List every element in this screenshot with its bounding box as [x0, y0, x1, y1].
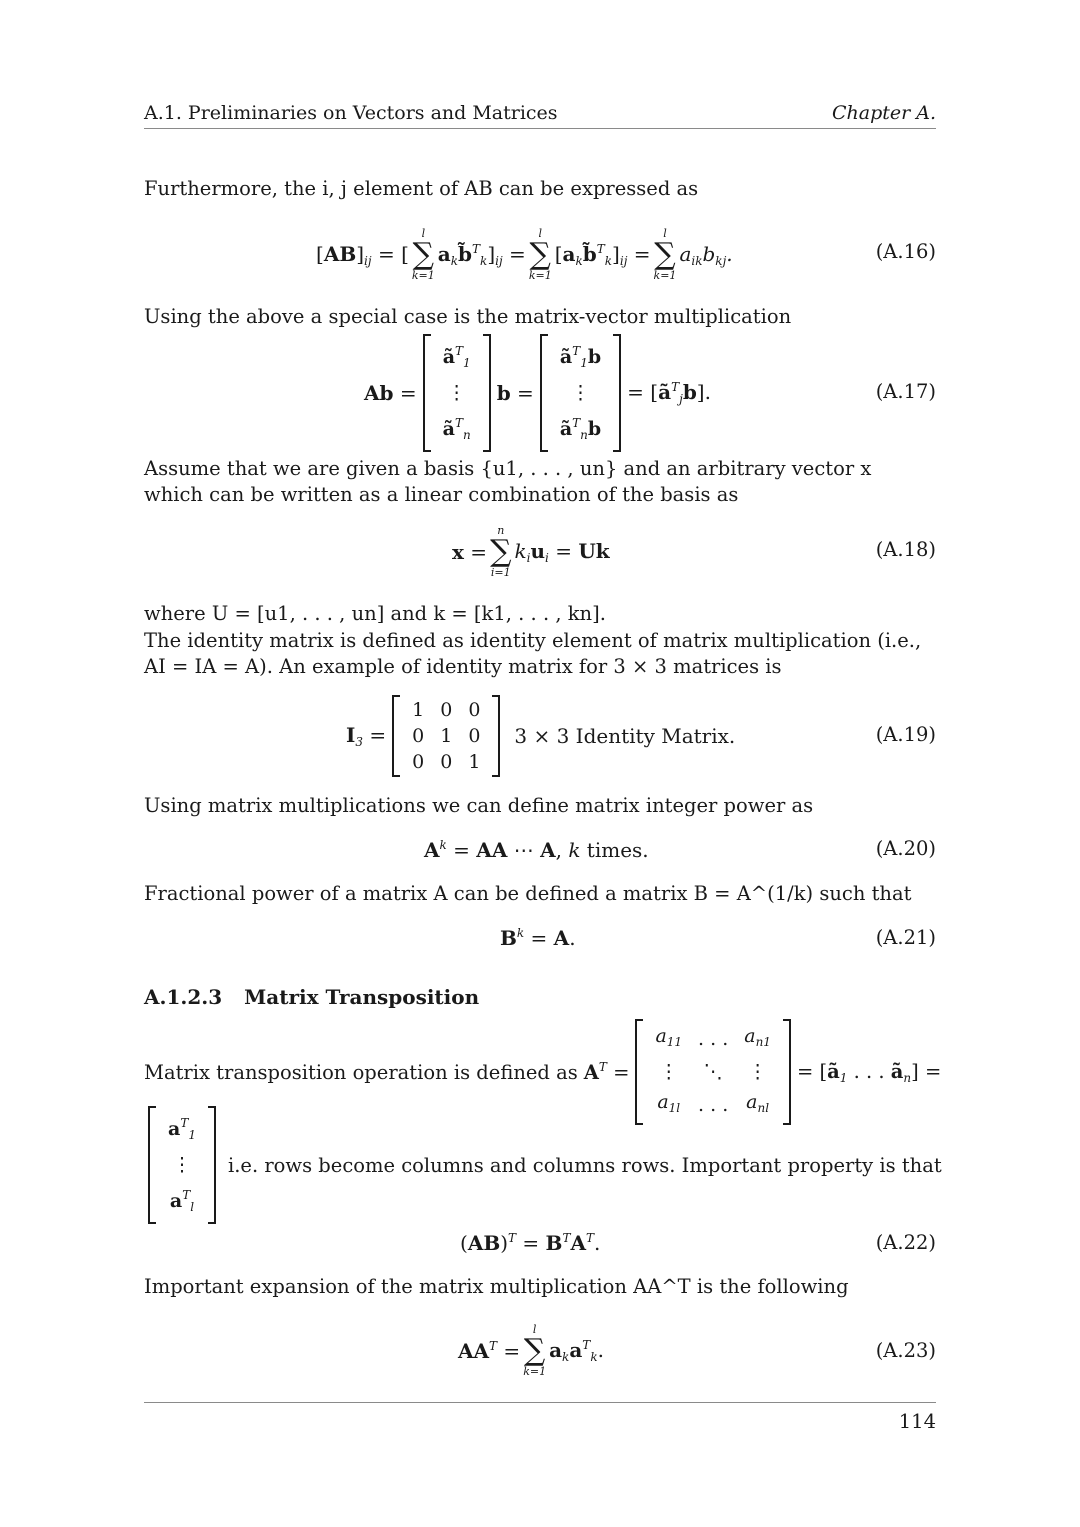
matrix-cell: 0	[468, 725, 481, 747]
paragraph-3	[144, 456, 936, 508]
matrix-cell: 0	[468, 699, 481, 721]
page-number: 114	[898, 1410, 936, 1433]
sum-operator: l ∑ k=1	[523, 1323, 547, 1378]
equation-a21: $B^k = A$.	[500, 926, 576, 950]
equation-number-a23: (A.23)	[875, 1339, 936, 1362]
equation-a20: $A^k$ = AA ⋯ A, k times.	[424, 838, 649, 862]
footer-rule	[144, 1402, 936, 1403]
header-rule	[144, 128, 936, 129]
sum-operator: l ∑ k=1	[411, 227, 435, 282]
equation-a23: $AA^T$ = l ∑ k=1 $a_ka^T_k$.	[458, 1323, 604, 1378]
matrix-cell: 0	[412, 725, 425, 747]
matrix-rows: $ã^T_1$ ⋮ $ã^T_n$	[423, 334, 491, 452]
paragraph-6	[144, 793, 936, 819]
equation-number-a21: (A.21)	[875, 926, 936, 949]
paragraph-text: Fractional power of a matrix A can be defined a matrix B = A^(1/k) such that	[144, 882, 912, 905]
section-heading	[144, 985, 479, 1009]
paragraph-text: The identity matrix is defined as identity element of matrix multiplication (i.e., AI = IA = A). An example of identity matrix for 3 × 3 matrices is	[144, 629, 922, 678]
paragraph-7	[144, 881, 936, 907]
paragraph-text: Important expansion of the matrix multiplication AA^T is the following	[144, 1275, 849, 1298]
transposition-continued	[144, 1118, 942, 1212]
equation-a18: x = n ∑ i=1 $k_iu_i = Uk$	[452, 524, 610, 579]
section-title: Matrix Transposition	[244, 985, 480, 1009]
matrix-products: $ã^T_1b$ ⋮ $ã^T_nb$	[540, 334, 621, 452]
paragraph-text: Assume that we are given a basis {u1, . . . , un} and an arbitrary vector x which can be written as a linear combination of the basis as	[144, 457, 872, 506]
equation-a16: $[AB]_{ij}$ = [ l ∑ k=1 $a_kb̃^T_k]_{ij}$ = l ∑ k=1 $[a_kb̃^T_k]_{ij}$ = l ∑ k=1 $a_{ik}b_{kj}$.	[316, 227, 733, 282]
equation-number-a18: (A.18)	[875, 538, 936, 561]
equation-a17: Ab = $ã^T_1$ ⋮ $ã^T_n$ b = $ã^T_1b$ ⋮ $ã^T_nb$ = $[ã^T_jb]$.	[364, 346, 711, 440]
matrix-cell: 1	[468, 751, 481, 773]
paragraph-9	[144, 1274, 936, 1300]
sum-operator: n ∑ i=1	[490, 524, 512, 579]
transpose-matrix: $a_{11}$ . . . $a_{n1}$ ⋮ ⋱ ⋮ $a_{1l}$ . . . $a_{nl}$	[635, 1019, 791, 1125]
equation-number-a20: (A.20)	[875, 837, 936, 860]
paragraph-text: Matrix transposition operation is defined as	[144, 1060, 578, 1084]
paragraph-text: Using the above a special case is the matrix-vector multiplication	[144, 305, 792, 328]
equation-number-a22: (A.22)	[875, 1231, 936, 1254]
times-text: times.	[586, 838, 649, 862]
identity-matrix	[392, 695, 500, 777]
column-matrix: $a^T_1$ ⋮ $a^T_l$	[148, 1106, 216, 1224]
paragraph-2	[144, 304, 936, 330]
section-number: A.1.2.3	[144, 985, 223, 1009]
matrix-cell: 1	[440, 725, 453, 747]
matrix-cell: 1	[412, 699, 425, 721]
paragraph-text: Using matrix multiplications we can define matrix integer power as	[144, 794, 814, 817]
paragraph-4	[144, 601, 936, 627]
paragraph-text: where U = [u1, . . . , un] and k = [k1, . . . , kn].	[144, 602, 606, 625]
running-header-chapter: Chapter A.	[831, 102, 936, 124]
sum-operator: l ∑ k=1	[528, 227, 552, 282]
paragraph-1	[144, 176, 936, 202]
paragraph-text: i.e. rows become columns and columns rows. Important property is that	[227, 1153, 942, 1177]
sum-operator: l ∑ k=1	[653, 227, 677, 282]
equation-number-a19: (A.19)	[875, 723, 936, 746]
transposition-definition: Matrix transposition operation is defined as $A^T$ = $a_{11}$ . . . $a_{n1}$ ⋮ ⋱ ⋮ $a_{1l}$ . . . $a_{nl}$ = [$ã_1$ . . . $ã_n$] =	[144, 1026, 941, 1118]
equation-a22: $(AB)^T = B^TA^T$.	[460, 1231, 601, 1255]
running-header-section: A.1. Preliminaries on Vectors and Matrices	[144, 102, 558, 124]
equation-a19: $I_3$ = 1 0 0 0 1 0 0 0 1 3 × 3 Identity Matrix.	[346, 694, 735, 778]
matrix-cell: 0	[412, 751, 425, 773]
paragraph-5	[144, 628, 936, 680]
matrix-cell: 0	[440, 751, 453, 773]
paragraph-text: Furthermore, the i, j element of AB can be expressed as	[144, 177, 699, 200]
identity-caption: 3 × 3 Identity Matrix.	[514, 724, 736, 748]
equation-number-a17: (A.17)	[875, 380, 936, 403]
equation-number-a16: (A.16)	[875, 240, 936, 263]
matrix-cell: 0	[440, 699, 453, 721]
